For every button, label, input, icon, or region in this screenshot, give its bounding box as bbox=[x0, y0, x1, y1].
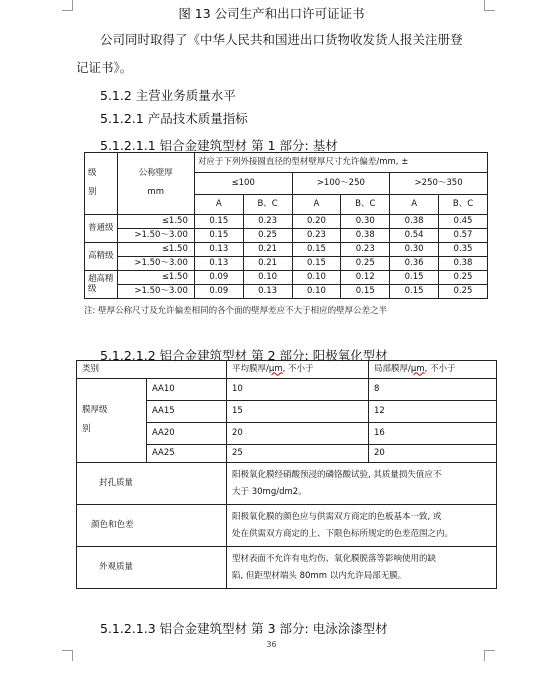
range-header: >100～250 bbox=[292, 173, 390, 195]
local-thickness-cell: 20 bbox=[369, 445, 497, 463]
value-cell: 0.09 bbox=[194, 271, 243, 285]
value-cell: 0.35 bbox=[439, 243, 488, 257]
local-thickness-label: 局部膜厚/ bbox=[374, 363, 411, 374]
table-row bbox=[85, 243, 488, 257]
page-number: 36 bbox=[266, 640, 277, 649]
avg-thickness-header bbox=[227, 361, 369, 379]
thickness-cell: >1.50～3.00 bbox=[117, 285, 194, 299]
category-header: 类别 bbox=[77, 361, 227, 379]
value-cell: 0.25 bbox=[341, 257, 390, 271]
value-cell: 0.15 bbox=[194, 229, 243, 243]
anodized-film-table bbox=[76, 360, 497, 589]
local-thickness-cell: 16 bbox=[369, 423, 497, 445]
class-header: B、C bbox=[341, 195, 390, 215]
table-row bbox=[77, 505, 497, 547]
value-cell: 0.38 bbox=[439, 257, 488, 271]
thickness-header: 公称壁厚 mm bbox=[117, 153, 194, 215]
table-row bbox=[77, 547, 497, 589]
value-cell: 0.25 bbox=[439, 271, 488, 285]
seal-quality-text: 阳极氧化膜经硝酸预浸的磷铬酸试验, 其质量损失值应不 大于 30mg/dm2。 bbox=[227, 463, 497, 505]
color-text: 阳极氧化膜的颜色应与供需双方商定的色板基本一致, 或 处在供需双方商定的上、下限色标所规定的色差范围之内。 bbox=[227, 505, 497, 547]
appearance-label: 外观质量 bbox=[77, 547, 227, 589]
value-cell: 0.25 bbox=[439, 285, 488, 299]
value-cell: 0.38 bbox=[390, 215, 439, 229]
value-cell: 0.25 bbox=[243, 229, 292, 243]
film-grade-label: 膜厚级 别 bbox=[77, 379, 147, 463]
color-label: 颜色和色差 bbox=[77, 505, 227, 547]
value-cell: 0.15 bbox=[292, 257, 341, 271]
crop-mark-bottom-left bbox=[62, 650, 73, 661]
value-cell: 0.13 bbox=[194, 257, 243, 271]
value-cell: 0.57 bbox=[439, 229, 488, 243]
grade-header: 级 别 bbox=[85, 153, 118, 215]
unit-label: μm bbox=[268, 363, 283, 374]
table-row bbox=[85, 229, 488, 243]
local-thickness-cell: 12 bbox=[369, 401, 497, 423]
value-cell: 0.30 bbox=[390, 243, 439, 257]
value-cell: 0.10 bbox=[243, 271, 292, 285]
value-cell: 0.13 bbox=[243, 285, 292, 299]
value-cell: 0.23 bbox=[292, 229, 341, 243]
avg-thickness-cell: 15 bbox=[227, 401, 369, 423]
value-cell: 0.21 bbox=[243, 257, 292, 271]
grade-code-cell: AA25 bbox=[147, 445, 227, 463]
grade-cell: 高精级 bbox=[85, 243, 118, 271]
value-cell: 0.15 bbox=[292, 243, 341, 257]
section-heading-5-1-2-1: 5.1.2.1 产品技术质量指标 bbox=[100, 111, 248, 126]
class-header: A bbox=[292, 195, 341, 215]
unit-label: μm bbox=[410, 363, 425, 374]
local-thickness-cell: 8 bbox=[369, 379, 497, 401]
value-cell: 0.12 bbox=[341, 271, 390, 285]
value-cell: 0.09 bbox=[194, 285, 243, 299]
section-heading-5-1-2: 5.1.2 主营业务质量水平 bbox=[100, 88, 236, 103]
value-cell: 0.15 bbox=[341, 285, 390, 299]
section-heading-electrophoretic: 5.1.2.1.3 铝合金建筑型材 第 3 部分: 电泳涂漆型材 bbox=[100, 621, 388, 636]
thickness-cell: >1.50～3.00 bbox=[117, 257, 194, 271]
paragraph-line-1: 公司同时取得了《中华人民共和国进出口货物收发货人报关注册登 bbox=[100, 32, 463, 47]
class-header: B、C bbox=[439, 195, 488, 215]
grade-code-cell: AA20 bbox=[147, 423, 227, 445]
value-cell: 0.54 bbox=[390, 229, 439, 243]
tolerance-span-header: 对应于下列外接圆直径的型材壁厚尺寸允许偏差/mm, ± bbox=[194, 153, 487, 173]
avg-thickness-cell: 20 bbox=[227, 423, 369, 445]
no-less-label: , 不小于 bbox=[424, 363, 456, 374]
avg-thickness-cell: 25 bbox=[227, 445, 369, 463]
avg-thickness-label: 平均膜厚/ bbox=[232, 363, 269, 374]
no-less-label: , 不小于 bbox=[282, 363, 314, 374]
range-header: ≤100 bbox=[194, 173, 292, 195]
grade-code-cell: AA10 bbox=[147, 379, 227, 401]
section-heading-base-material: 5.1.2.1.1 铝合金建筑型材 第 1 部分: 基材 bbox=[100, 138, 338, 153]
value-cell: 0.15 bbox=[390, 285, 439, 299]
grade-cell: 超高精 级 bbox=[85, 271, 118, 299]
table-row bbox=[77, 463, 497, 505]
value-cell: 0.15 bbox=[194, 215, 243, 229]
table-note: 注: 壁厚公称尺寸及允许偏差相同的各个面的壁厚差应不大于相应的壁厚公差之半 bbox=[84, 306, 388, 316]
paragraph-line-2: 记证书》。 bbox=[76, 60, 133, 75]
crop-mark-bottom-right bbox=[484, 650, 495, 661]
thickness-cell: >1.50～3.00 bbox=[117, 229, 194, 243]
table-row bbox=[85, 271, 488, 285]
wall-thickness-tolerance-table bbox=[84, 152, 488, 299]
seal-quality-label: 封孔质量 bbox=[77, 463, 227, 505]
range-header: >250～350 bbox=[390, 173, 488, 195]
local-thickness-header bbox=[369, 361, 497, 379]
value-cell: 0.36 bbox=[390, 257, 439, 271]
value-cell: 0.38 bbox=[341, 229, 390, 243]
value-cell: 0.15 bbox=[390, 271, 439, 285]
thickness-cell: ≤1.50 bbox=[117, 271, 194, 285]
value-cell: 0.45 bbox=[439, 215, 488, 229]
class-header: B、C bbox=[243, 195, 292, 215]
class-header: A bbox=[194, 195, 243, 215]
section-heading-anodized: 5.1.2.1.2 铝合金建筑型材 第 2 部分: 阳极氧化型材 bbox=[100, 348, 388, 363]
value-cell: 0.30 bbox=[341, 215, 390, 229]
table-row bbox=[85, 257, 488, 271]
avg-thickness-cell: 10 bbox=[227, 379, 369, 401]
table-row bbox=[85, 285, 488, 299]
table-row bbox=[77, 379, 497, 401]
value-cell: 0.21 bbox=[243, 243, 292, 257]
class-header: A bbox=[390, 195, 439, 215]
figure-caption: 图 13 公司生产和出口许可证证书 bbox=[178, 6, 365, 21]
value-cell: 0.23 bbox=[243, 215, 292, 229]
value-cell: 0.23 bbox=[341, 243, 390, 257]
thickness-cell: ≤1.50 bbox=[117, 243, 194, 257]
value-cell: 0.13 bbox=[194, 243, 243, 257]
appearance-text: 型材表面不允许有电灼伤、氧化膜脱落等影响使用的缺 陷, 但距型材端头 80mm 以内允许局部无膜。 bbox=[227, 547, 497, 589]
table-row bbox=[85, 215, 488, 229]
value-cell: 0.20 bbox=[292, 215, 341, 229]
value-cell: 0.10 bbox=[292, 285, 341, 299]
value-cell: 0.10 bbox=[292, 271, 341, 285]
grade-code-cell: AA15 bbox=[147, 401, 227, 423]
thickness-cell: ≤1.50 bbox=[117, 215, 194, 229]
grade-cell: 普通级 bbox=[85, 215, 118, 243]
